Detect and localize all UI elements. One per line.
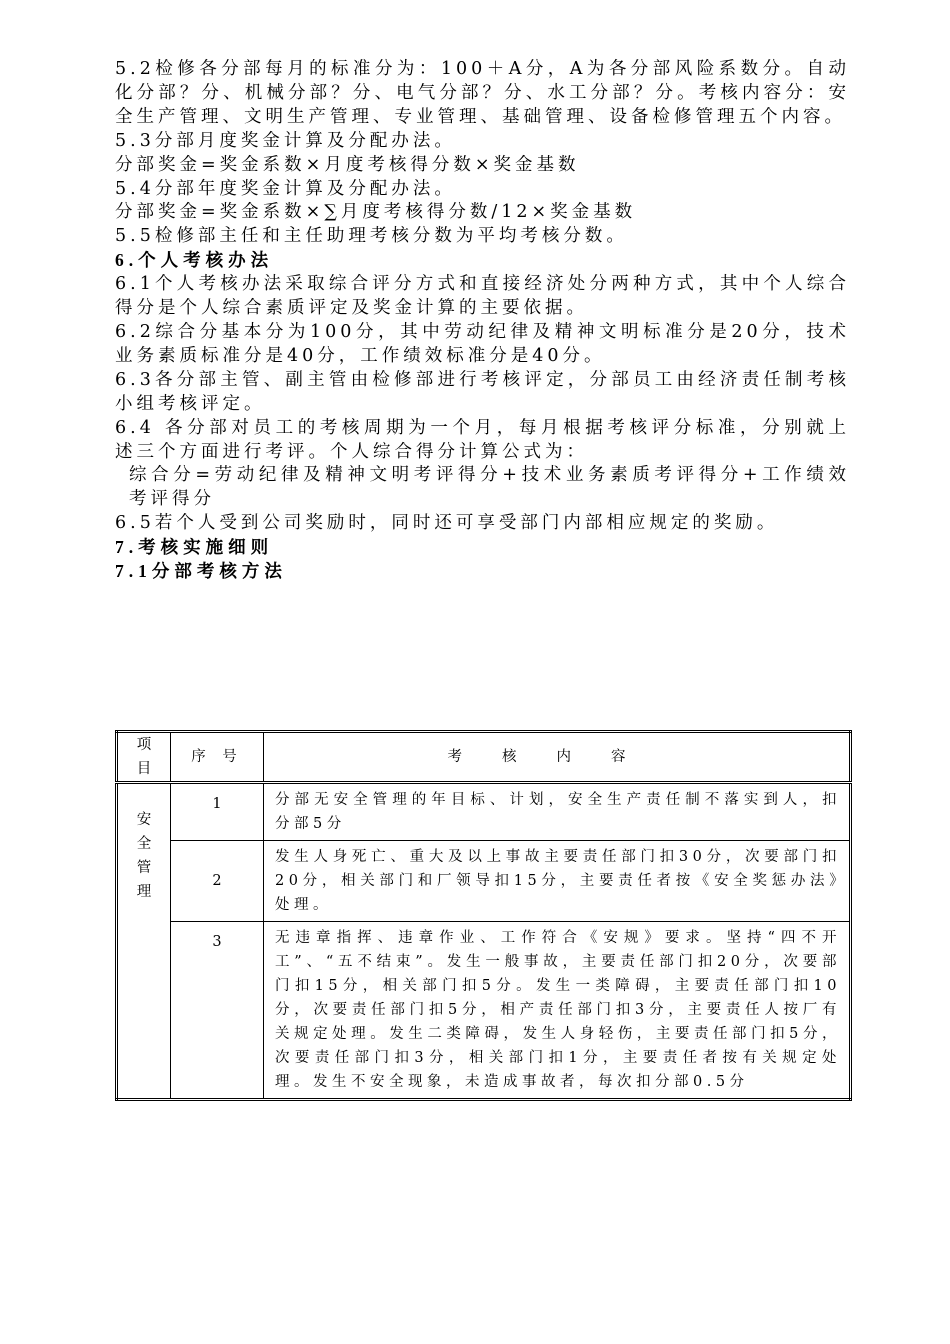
table-row (117, 783, 851, 841)
header-content (264, 732, 851, 783)
para-5-5: 5.5检修部主任和主任助理考核分数为平均考核分数。 (115, 226, 628, 247)
assessment-table (115, 730, 852, 1101)
para-6-4: 6.4 各分部对员工的考核周期为一个月，每月根据考核评分标准，分别就上述三个方面进行考评。个人综合得分计算公式为： (115, 417, 850, 462)
para-6-1: 6.1个人考核办法采取综合评分方式和直接经济处分两种方式，其中个人综合得分是个人综合素质评定及奖金计算的主要依据。 (115, 274, 850, 319)
heading-section-6: 6.个人考核办法 (115, 250, 274, 271)
document-body (115, 58, 850, 584)
row-content: 发生人身死亡、重大及以上事故主要责任部门扣30分，次要部门扣20分，相关部门和厂领导扣15分，主要责任者按《安全奖惩办法》处理。 (264, 841, 851, 922)
header-no (171, 732, 264, 783)
header-item (117, 732, 171, 783)
row-no-label: 2 (212, 873, 222, 889)
row-no: 3 (171, 922, 264, 1100)
para-6-2: 6.2综合分基本分为100分，其中劳动纪律及精神文明标准分是20分，技术业务素质标准分是40分，工作绩效标准分是40分。 (115, 321, 850, 366)
para-6-3: 6.3各分部主管、副主管由检修部进行考核评定，分部员工由经济责任制考核小组考核评定。 (115, 369, 850, 414)
formula-composite-score: 综合分=劳动纪律及精神文明考评得分+技术业务素质考评得分+工作绩效考评得分 (129, 465, 850, 510)
row-no (171, 841, 264, 922)
heading-section-7-1: 7.1分部考核方法 (115, 561, 287, 582)
para-5-2: 5.2检修各分部每月的标准分为：100＋A分，A为各分部风险系数分。自动化分部？分、机械分部？分、电气分部？分、水工分部？分。考核内容分：安全生产管理、文明生产管理、专业管理、基础管理、设备检修管理五个内容。 (115, 59, 850, 127)
item-cell-safety (117, 783, 171, 1100)
table-row (117, 841, 851, 922)
formula-monthly-bonus: 分部奖金=奖金系数×月度考核得分数×奖金基数 (115, 154, 580, 175)
row-content: 分部无安全管理的年目标、计划，安全生产责任制不落实到人，扣分部5分 (264, 783, 851, 841)
para-6-5: 6.5若个人受到公司奖励时，同时还可享受部门内部相应规定的奖励。 (115, 513, 779, 534)
row-content: 无违章指挥、违章作业、工作符合《安规》要求。坚持“四不开工”、“五不结束”。发生一般事故，主要责任部门扣20分，次要部门扣15分，相关部门扣5分。发生一类障碍，主要责任部门扣10分，次要责任部门扣5分，相产责任部门扣3分，主要责任人按厂有关规定处理。发生二类障碍，发生人身轻伤，主要责任部门扣5分，次要责任部门扣3分，相关部门扣1分，主要责任者按有关规定处理。发生不安全现象，未造成事故者，每次扣分部0.5分 (264, 922, 851, 1100)
para-5-3: 5.3分部月度奖金计算及分配办法。 (115, 130, 456, 151)
header-no-label: 序 号 (191, 749, 243, 765)
header-item-label: 项目 (136, 737, 152, 777)
row-no: 1 (171, 783, 264, 841)
formula-annual-bonus: 分部奖金=奖金系数×∑月度考核得分数/12×奖金基数 (115, 202, 637, 223)
table-row (117, 922, 851, 1100)
item-label: 安全管理 (136, 812, 152, 900)
header-content-label: 考核内容 (447, 749, 666, 765)
para-5-4: 5.4分部年度奖金计算及分配办法。 (115, 178, 456, 199)
heading-section-7: 7.考核实施细则 (115, 537, 274, 558)
table-header-row (117, 732, 851, 783)
